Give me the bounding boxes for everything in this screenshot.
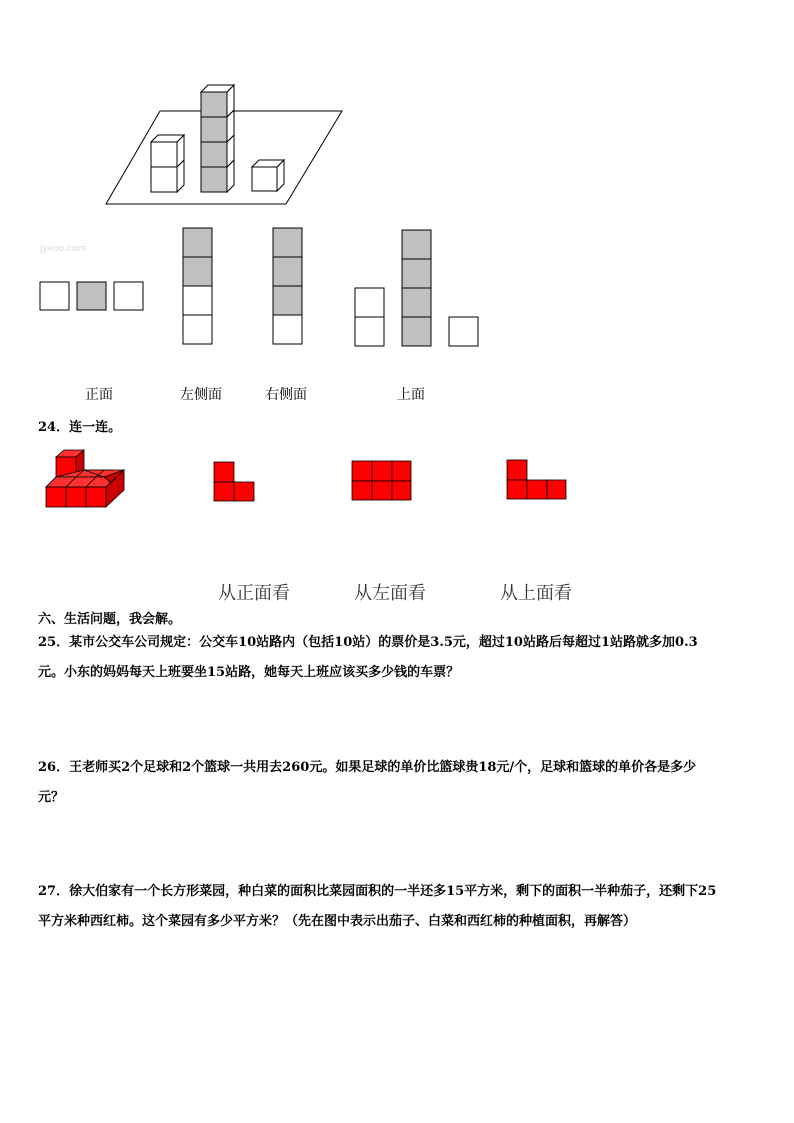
watermark: jyeoo.com (40, 244, 87, 254)
view-from-top: 从上面看 (500, 583, 572, 604)
view-label-top: 上面 (397, 387, 425, 403)
view-label-front: 正面 (85, 387, 113, 403)
cube-arrangement-figure (0, 0, 794, 360)
single-cube (252, 160, 284, 191)
question-27-line1: 27．徐大伯家有一个长方形菜园，种白菜的面积比菜园面积的一半还多15平方米，剩下的面积一半种茄子，还剩下25 (38, 884, 717, 899)
question-26-line1: 26．王老师买2个足球和2个篮球一共用去260元。如果足球的单价比篮球贵18元/个，足球和篮球的单价各是多少 (38, 760, 697, 775)
question-26-line2: 元？ (38, 790, 65, 805)
question-25-line1: 25．某市公交车公司规定：公交车10站路内（包括10站）的票价是3.5元，超过10站路后每超过1站路就多加0.3 (38, 635, 698, 650)
left-stack (151, 135, 184, 192)
tall-stack (201, 85, 234, 192)
red-3d-arrangement (46, 450, 124, 507)
question-27-line2: 平方米种西红柿。这个菜园有多少平方米？（先在图中表示出茄子、白菜和西红柿的种植面积，再解答） (38, 914, 637, 929)
red-cube-figures (0, 440, 794, 520)
question-25-line2: 元。小东的妈妈每天上班要坐15站路，她每天上班应该买多少钱的车票？ (38, 665, 460, 680)
question-26 (38, 753, 760, 813)
red-view-l-shape (214, 462, 254, 501)
question-25 (38, 628, 760, 688)
view-from-front: 从正面看 (218, 583, 290, 604)
red-view-long-l (507, 460, 566, 499)
view-option-4 (355, 230, 478, 346)
view-label-right-side: 右侧面 (265, 387, 307, 403)
view-label-left-side: 左侧面 (180, 387, 222, 403)
view-option-2 (183, 228, 212, 344)
view-option-1 (40, 282, 143, 310)
view-from-left: 从左面看 (354, 583, 426, 604)
question-24-title: 24．连一连。 (38, 420, 122, 435)
section-6-title: 六、生活问题，我会解。 (38, 612, 182, 627)
view-option-3 (273, 228, 302, 344)
red-view-rectangle (352, 461, 411, 500)
question-27 (38, 877, 760, 937)
